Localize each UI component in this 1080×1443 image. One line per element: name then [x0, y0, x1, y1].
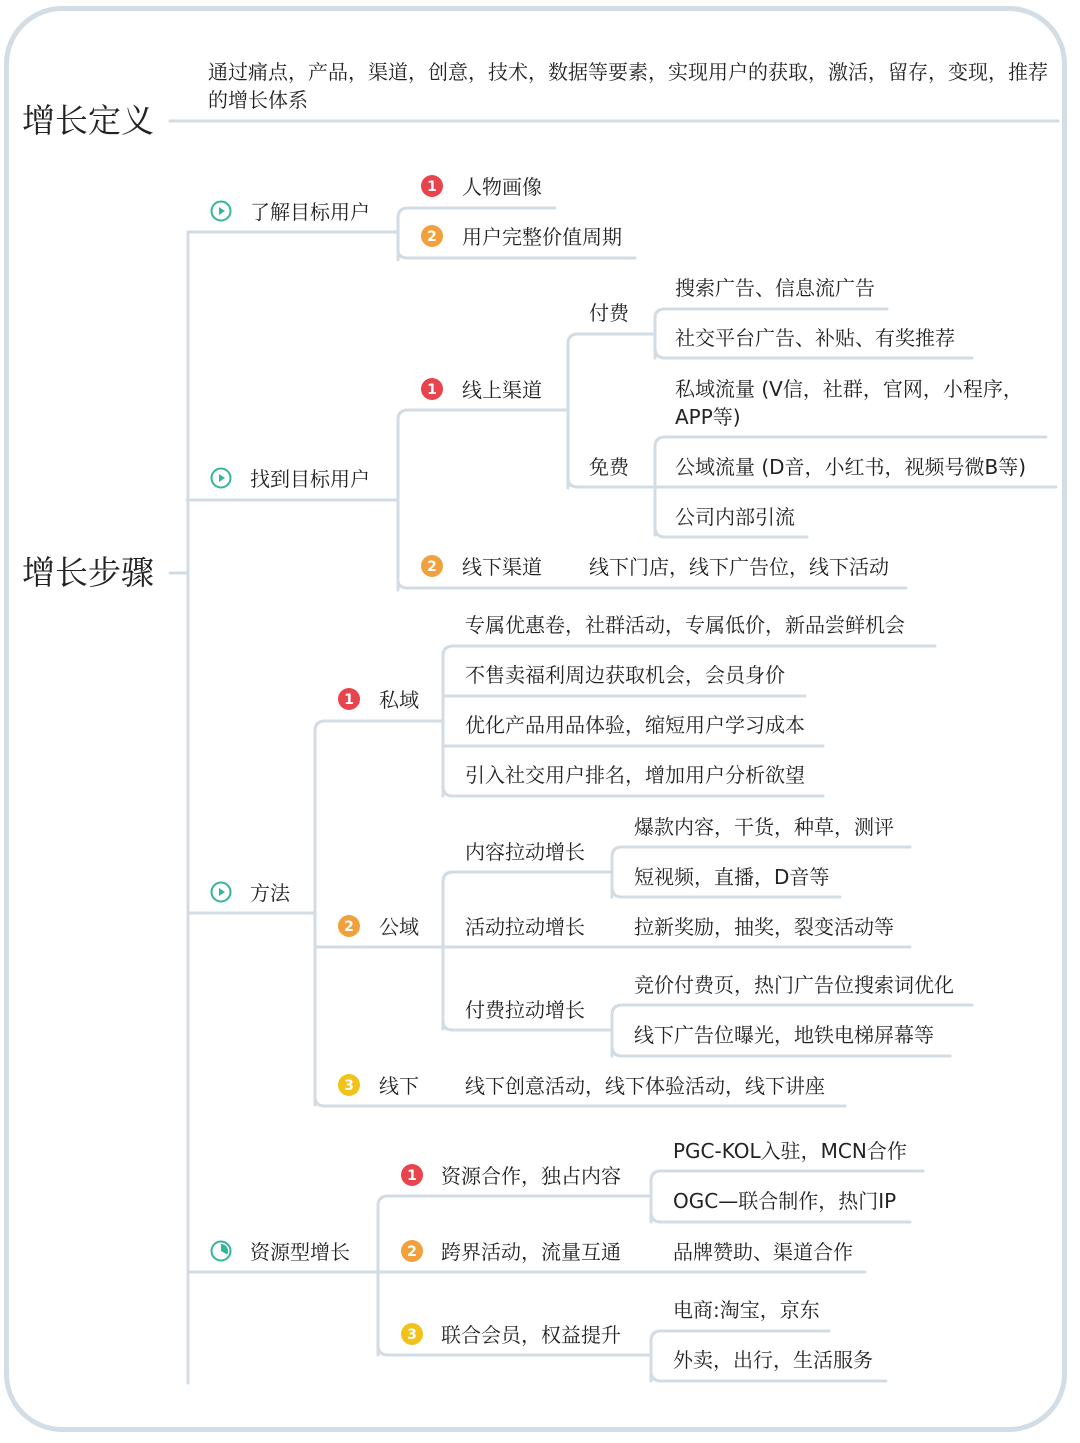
- svg-text:2: 2: [427, 229, 437, 245]
- free-item-1: 私域流量 (V信，社群，官网，小程序，APP等): [675, 377, 1023, 429]
- number-3-icon: [338, 1074, 360, 1096]
- svg-text:1: 1: [427, 382, 437, 398]
- offline-channel-label: 线下渠道: [462, 555, 542, 579]
- free-label: 免费: [589, 455, 629, 479]
- number-1-icon: [338, 688, 360, 710]
- resource-coop-item-1: PGC-KOL入驻，MCN合作: [673, 1139, 907, 1163]
- number-1-icon: [421, 175, 443, 197]
- understand-item-2: 用户完整价值周期: [462, 225, 622, 249]
- definition-title: 增长定义: [22, 101, 154, 140]
- play-circle-icon: [210, 881, 232, 903]
- branch-method: 方法: [250, 881, 290, 905]
- online-channel-label: 线上渠道: [462, 378, 542, 402]
- number-1-icon: [421, 378, 443, 400]
- definition-text: 通过痛点，产品，渠道，创意，技术，数据等要素，实现用户的获取，激活，留存，变现，推荐的增长体系: [208, 60, 1048, 112]
- crossover-detail: 品牌赞助、渠道合作: [673, 1240, 853, 1264]
- number-2-icon: [421, 555, 443, 577]
- svg-text:1: 1: [344, 692, 354, 708]
- activity-growth-label: 活动拉动增长: [465, 915, 585, 939]
- free-item-3: 公司内部引流: [675, 505, 795, 529]
- number-1-icon: [401, 1164, 423, 1186]
- paid-item-2: 社交平台广告、补贴、有奖推荐: [675, 326, 955, 350]
- paid-label: 付费: [589, 301, 629, 325]
- svg-text:3: 3: [344, 1078, 354, 1094]
- content-item-2: 短视频，直播，D音等: [634, 865, 830, 889]
- svg-text:3: 3: [407, 1327, 417, 1343]
- joint-member-label: 联合会员，权益提升: [441, 1323, 621, 1347]
- private-item-2: 不售卖福利周边获取机会，会员身价: [465, 663, 785, 687]
- pie-progress-icon: [210, 1240, 232, 1262]
- number-2-icon: [338, 915, 360, 937]
- crossover-label: 跨界活动，流量互通: [441, 1240, 621, 1264]
- method-offline-label: 线下: [379, 1074, 419, 1098]
- svg-text:2: 2: [407, 1244, 417, 1260]
- content-item-1: 爆款内容，干货，种草，测评: [634, 815, 894, 839]
- method-offline-detail: 线下创意活动，线下体验活动，线下讲座: [465, 1074, 825, 1098]
- paid-growth-item-1: 竞价付费页，热门广告位搜索词优化: [634, 973, 954, 997]
- understand-item-1: 人物画像: [462, 175, 542, 199]
- number-2-icon: [421, 225, 443, 247]
- content-growth-label: 内容拉动增长: [465, 840, 585, 864]
- svg-text:2: 2: [427, 559, 437, 575]
- resource-coop-label: 资源合作，独占内容: [441, 1164, 621, 1188]
- public-domain-label: 公域: [379, 915, 419, 939]
- private-item-1: 专属优惠卷，社群活动，专属低价，新品尝鲜机会: [465, 613, 905, 637]
- free-item-2: 公域流量 (D音，小红书，视频号微B等): [675, 455, 1027, 479]
- joint-member-item-1: 电商:淘宝，京东: [673, 1298, 820, 1322]
- play-circle-icon: [210, 200, 232, 222]
- resource-coop-item-2: OGC—联合制作，热门IP: [673, 1189, 897, 1213]
- number-2-icon: [401, 1240, 423, 1262]
- branch-resource-growth: 资源型增长: [250, 1240, 350, 1264]
- branch-find-users: 找到目标用户: [250, 467, 370, 491]
- branch-understand-users: 了解目标用户: [250, 200, 370, 224]
- paid-item-1: 搜索广告、信息流广告: [675, 276, 875, 300]
- svg-text:1: 1: [407, 1168, 417, 1184]
- private-item-3: 优化产品用品体验，缩短用户学习成本: [465, 713, 805, 737]
- play-circle-icon: [210, 467, 232, 489]
- offline-channel-detail: 线下门店，线下广告位，线下活动: [589, 555, 889, 579]
- steps-title: 增长步骤: [22, 553, 154, 592]
- private-item-4: 引入社交用户排名，增加用户分析欲望: [465, 763, 805, 787]
- paid-growth-item-2: 线下广告位曝光，地铁电梯屏幕等: [634, 1023, 934, 1047]
- activity-growth-detail: 拉新奖励，抽奖，裂变活动等: [634, 915, 894, 939]
- joint-member-item-2: 外卖，出行，生活服务: [673, 1348, 873, 1372]
- private-domain-label: 私域: [379, 688, 419, 712]
- svg-text:1: 1: [427, 179, 437, 195]
- svg-text:2: 2: [344, 919, 354, 935]
- paid-growth-label: 付费拉动增长: [465, 998, 585, 1022]
- number-3-icon: [401, 1323, 423, 1345]
